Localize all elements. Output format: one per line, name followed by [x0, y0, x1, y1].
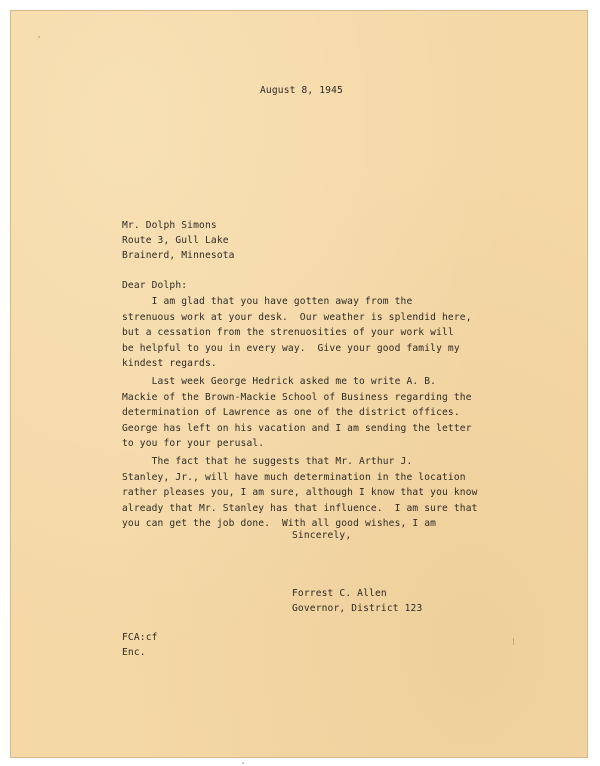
paper-mark — [513, 638, 514, 645]
closing: Sincerely, — [292, 530, 352, 541]
paragraph-line: Mackie of the Brown-Mackie School of Business regarding the — [122, 391, 472, 403]
recipient-street: Route 3, Gull Lake — [122, 235, 229, 246]
recipient-name: Mr. Dolph Simons — [122, 220, 217, 231]
paragraph-1 — [122, 294, 472, 372]
paragraph-line: Stanley, Jr., will have much determination in the location — [122, 471, 466, 483]
paper-speck — [38, 36, 40, 38]
paragraph-line: The fact that he suggests that Mr. Arthur J. — [122, 456, 413, 467]
paragraph-line: you can get the job done. With all good wishes, I am — [122, 518, 437, 530]
paragraph-line: strenuous work at your desk. Our weather is splendid here, — [122, 311, 472, 323]
paragraph-line: kindest regards. — [122, 358, 217, 370]
reference-initials: FCA:cf — [122, 632, 158, 643]
paragraph-2 — [122, 374, 472, 452]
paragraph-line: to you for your perusal. — [122, 438, 265, 450]
letter-page — [10, 10, 588, 758]
paragraph-3 — [122, 454, 478, 532]
enclosure-note: Enc. — [122, 647, 146, 658]
paragraph-line: already that Mr. Stanley has that influence. I am sure that — [122, 502, 478, 514]
paragraph-line: George has left on his vacation and I am sending the letter — [122, 422, 472, 434]
paragraph-line: rather pleases you, I am sure, although I know that you know — [122, 487, 478, 499]
paper-speck — [242, 762, 244, 764]
salutation: Dear Dolph: — [122, 280, 188, 291]
paragraph-line: determination of Lawrence as one of the district offices. — [122, 407, 460, 419]
paragraph-line: be helpful to you in every way. Give your good family my — [122, 342, 460, 354]
recipient-city: Brainerd, Minnesota — [122, 250, 235, 261]
paragraph-line: I am glad that you have gotten away from the — [122, 296, 413, 307]
paragraph-line: Last week George Hedrick asked me to write A. B. — [122, 376, 437, 387]
paragraph-line: but a cessation from the strenuosities of your work will — [122, 327, 454, 339]
signature-name: Forrest C. Allen — [292, 588, 387, 599]
signature-title: Governor, District 123 — [292, 603, 423, 614]
letter-date: August 8, 1945 — [260, 85, 343, 96]
